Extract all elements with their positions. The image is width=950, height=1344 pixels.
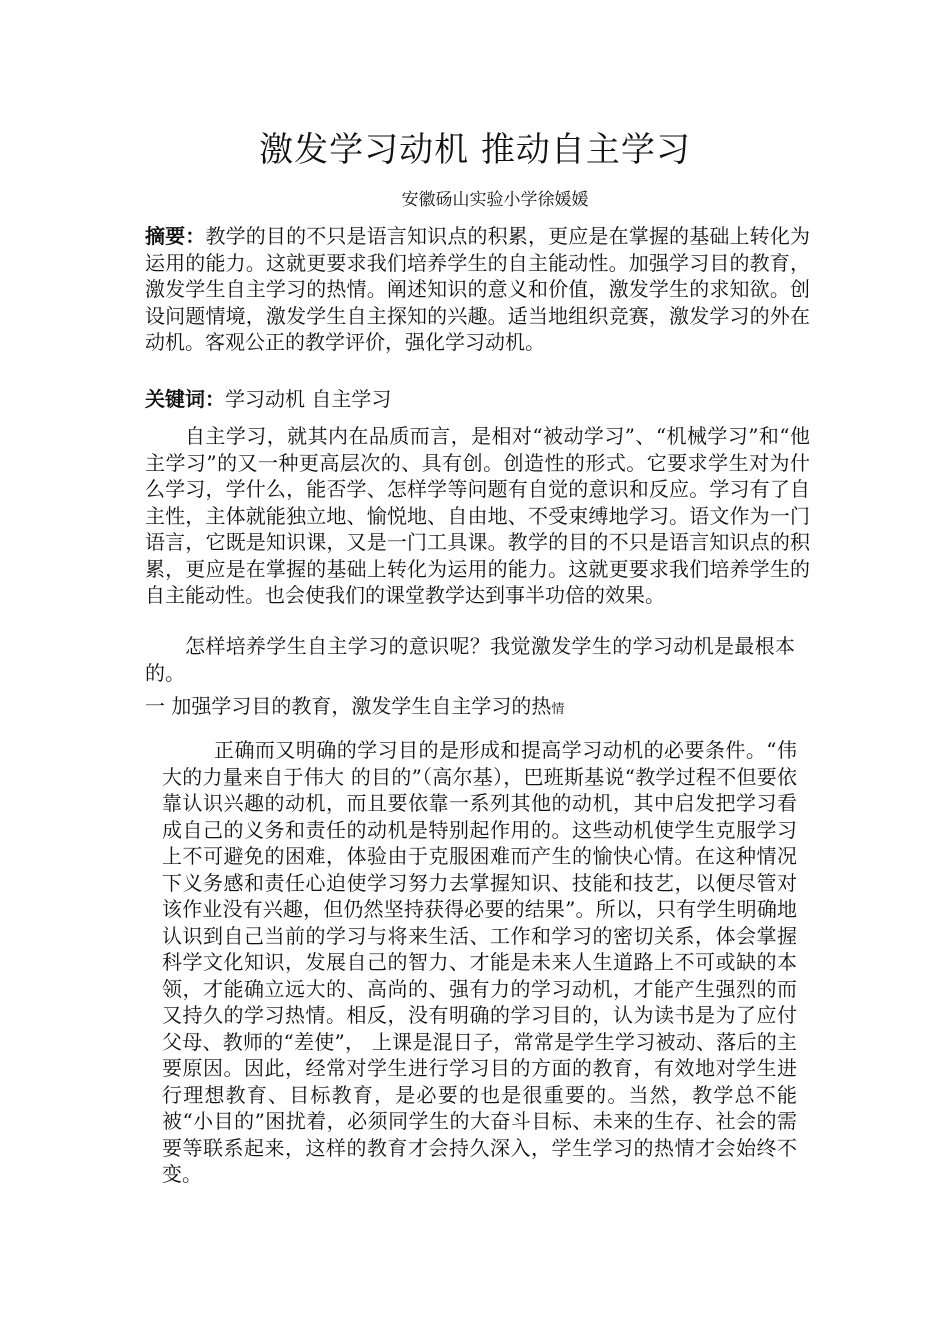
abstract-label: 摘要：	[145, 224, 206, 248]
keywords-line	[145, 386, 810, 413]
author-line: 安徽砀山实验小学徐媛媛	[401, 190, 589, 210]
section-1-body: 正确而又明确的学习目的是形成和提高学习动机的必要条件。“伟大的力量来自于伟大 的目的”（高尔基），巴班斯基说“教学过程不但要依靠认识兴趣的动机，而且要依靠一系列其他的动机，其中启发把学习看成自己的义务和责任的动机是特别起作用的。这些动机使学生克服学习上不可避免的困难，体验由于克服困难而产生的愉快心情。在这种情况下义务感和责任心迫使学习努力去掌握知识、技能和技艺，以便尽管对该作业没有兴趣，但仍然坚持获得必要的结果”。所以，只有学生明确地认识到自己当前的学习与将来生活、工作和学习的密切关系，体会掌握科学文化知识，发展自己的智力、才能是未来人生道路上不可或缺的本领，才能确立远大的、高尚的、强有力的学习动机，才能产生强烈的而又持久的学习热情。相反，没有明确的学习目的，认为读书是为了应付父母、教师的“差使”， 上课是混日子，常常是学生学习被动、落后的主要原因。因此，经常对学生进行学习目的方面的教育，有效地对学生进行理想教育、目标教育，是必要的也是很重要的。当然，教学总不能被“小目的”困扰着，必须同学生的大奋斗目标、未来的生存、社会的需要等联系起来，这样的教育才会持久深入，学生学习的热情才会始终不变。	[162, 738, 797, 1186]
section-heading-text: 一 加强学习目的教育，激发学生自主学习的热	[145, 694, 552, 718]
abstract-paragraph	[145, 223, 810, 356]
keywords-label: 关键词：	[145, 387, 225, 411]
abstract-text: 教学的目的不只是语言知识点的积累，更应是在掌握的基础上转化为运用的能力。这就更要求我们培养学生的自主能动性。加强学习目的教育，激发学生自主学习的热情。阐述知识的意义和价值，激发学生的求知欲。创设问题情境，激发学生自主探知的兴趣。适当地组织竞赛，激发学习的外在动机。客观公正的教学评价，强化学习动机。	[145, 224, 810, 354]
page-title: 激发学习动机 推动自主学习	[259, 130, 691, 170]
section-heading-1	[145, 693, 810, 724]
body-paragraph-2: 怎样培养学生自主学习的意识呢？我觉激发学生的学习动机是最根本的。	[145, 634, 795, 685]
section-heading-tail: 情	[551, 702, 565, 717]
body-paragraph-1: 自主学习，就其内在品质而言，是相对“被动学习”、“机械学习”和“他主学习”的又一种更高层次的、具有创。创造性的形式。它要求学生对为什么学习，学什么，能否学、怎样学等问题有自觉的意识和反应。学习有了自主性，主体就能独立地、愉悦地、自由地、不受束缚地学习。语文作为一门语言，它既是知识课，又是一门工具课。教学的目的不只是语言知识点的积累，更应是在掌握的基础上转化为运用的能力。这就更要求我们培养学生的自主能动性。也会使我们的课堂教学达到事半功倍的效果。	[145, 424, 810, 607]
keywords-text: 学习动机 自主学习	[225, 387, 392, 411]
